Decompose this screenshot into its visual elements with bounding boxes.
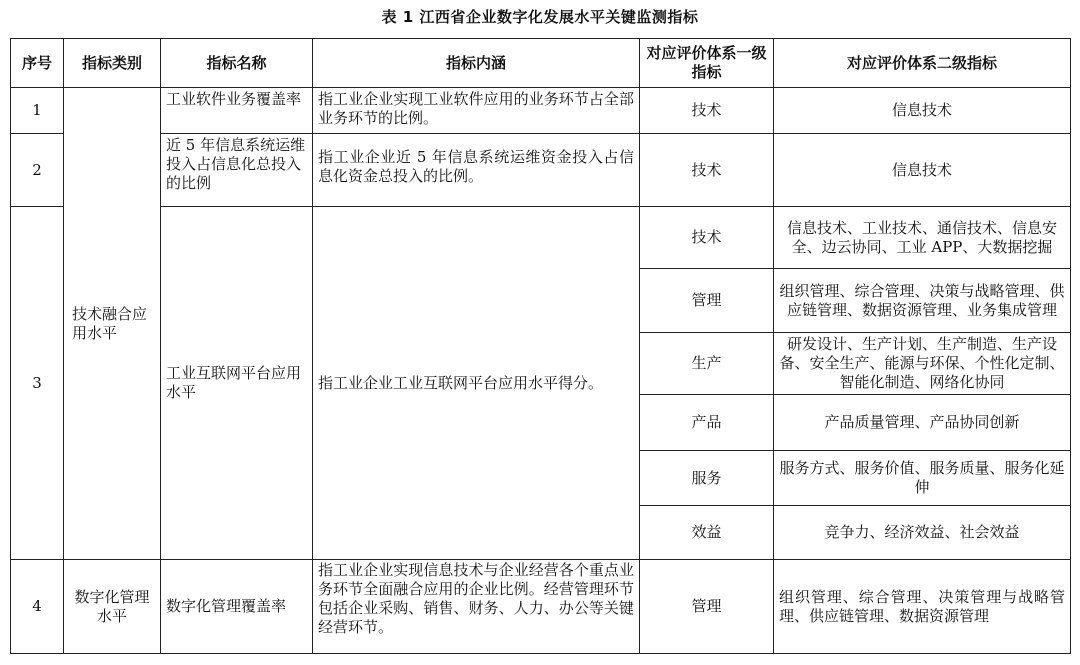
table-row [11, 560, 1071, 654]
header-category: 指标类别 [64, 39, 161, 88]
cell-level1: 效益 [640, 506, 774, 560]
cell-level1: 生产 [640, 333, 774, 395]
cell-level1: 产品 [640, 395, 774, 451]
cell-level2: 研发设计、生产计划、生产制造、生产设备、安全生产、能源与环保、个性化定制、智能化制造、网络化协同 [774, 333, 1071, 395]
cell-level2: 组织管理、综合管理、决策管理与战略管理、供应链管理、数据资源管理 [774, 560, 1071, 654]
cell-level1: 管理 [640, 269, 774, 333]
cell-connotation: 指工业企业近 5 年信息系统运维资金投入占信息化资金总投入的比例。 [313, 134, 640, 207]
cell-level2: 服务方式、服务价值、服务质量、服务化延伸 [774, 451, 1071, 506]
cell-level1: 技术 [640, 134, 774, 207]
cell-level1: 服务 [640, 451, 774, 506]
cell-no: 3 [11, 207, 64, 560]
cell-category: 技术融合应用水平 [64, 88, 161, 560]
cell-level1: 技术 [640, 207, 774, 269]
cell-connotation: 指工业企业工业互联网平台应用水平得分。 [313, 207, 640, 560]
cell-name: 近 5 年信息系统运维投入占信息化总投入的比例 [161, 134, 313, 207]
header-no: 序号 [11, 39, 64, 88]
table-row [11, 207, 1071, 269]
table-title: 表 1 江西省企业数字化发展水平关键监测指标 [381, 8, 699, 26]
cell-no: 2 [11, 134, 64, 207]
cell-category: 数字化管理水平 [64, 560, 161, 654]
cell-no: 1 [11, 88, 64, 134]
cell-level2: 组织管理、综合管理、决策与战略管理、供应链管理、数据资源管理、业务集成管理 [774, 269, 1071, 333]
cell-level1: 技术 [640, 88, 774, 134]
cell-no: 4 [11, 560, 64, 654]
cell-name: 工业软件业务覆盖率 [161, 88, 313, 134]
cell-name: 工业互联网平台应用水平 [161, 207, 313, 560]
cell-level2: 信息技术 [774, 88, 1071, 134]
cell-connotation: 指工业企业实现工业软件应用的业务环节占全部业务环节的比例。 [313, 88, 640, 134]
indicator-table [10, 38, 1071, 654]
cell-level2: 竞争力、经济效益、社会效益 [774, 506, 1071, 560]
cell-level2: 信息技术 [774, 134, 1071, 207]
table-row [11, 88, 1071, 134]
header-level1: 对应评价体系一级指标 [640, 39, 774, 88]
cell-level2: 产品质量管理、产品协同创新 [774, 395, 1071, 451]
header-connotation: 指标内涵 [313, 39, 640, 88]
cell-name: 数字化管理覆盖率 [161, 560, 313, 654]
table-row [11, 134, 1071, 207]
header-level2: 对应评价体系二级指标 [774, 39, 1071, 88]
cell-connotation: 指工业企业实现信息技术与企业经营各个重点业务环节全面融合应用的企业比例。经营管理环节包括企业采购、销售、财务、人力、办公等关键经营环节。 [313, 560, 640, 654]
cell-level2: 信息技术、工业技术、通信技术、信息安全、边云协同、工业 APP、大数据挖掘 [774, 207, 1071, 269]
header-name: 指标名称 [161, 39, 313, 88]
cell-level1: 管理 [640, 560, 774, 654]
header-row [11, 39, 1071, 88]
